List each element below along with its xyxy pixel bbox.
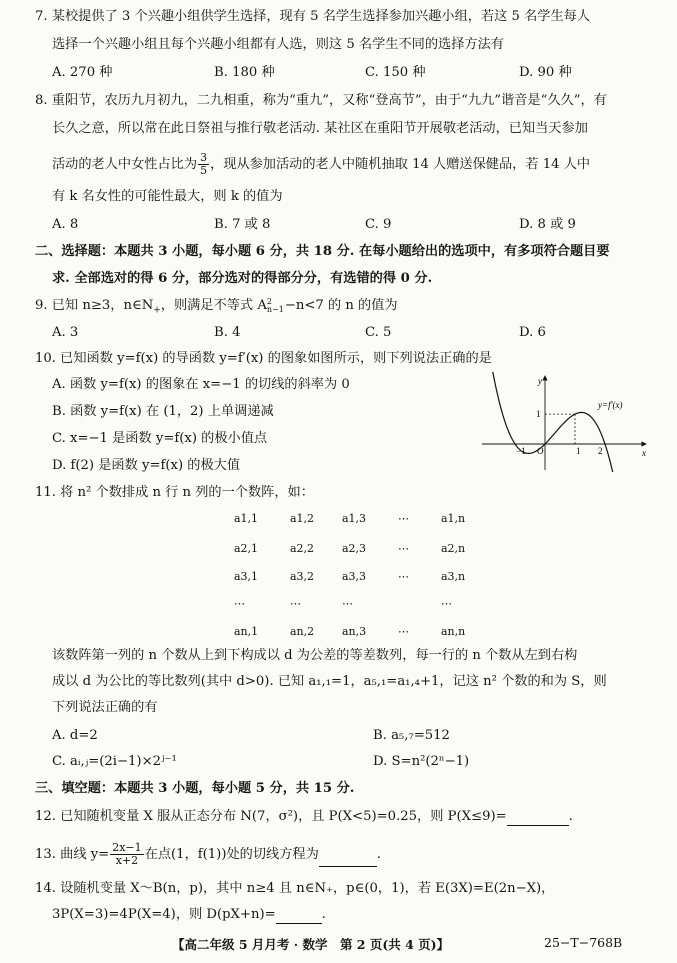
q13-stem: 13. 曲线 y= $\frac{2x-1}{x+2}$ 在点(1，f(1))处的切线方程为 . (35, 841, 381, 867)
matrix-cell: a2,1 (234, 542, 259, 555)
q12-stem: 12. 已知随机变量 X 服从正态分布 N(7，σ²)，且 P(X<5)=0.25，则 P(X≤9)= . (35, 809, 573, 824)
q13-pre: 13. 曲线 y= (35, 847, 110, 862)
q9-post: −n<7 的 n 的值为 (284, 298, 398, 313)
matrix-cell: a1,1 (234, 512, 259, 525)
matrix-cell: an,2 (290, 625, 315, 638)
q9-pre: 9. 已知 n≥3，n∈N (35, 298, 154, 313)
matrix-cell: ⋯ (398, 625, 409, 638)
q10-stem: 10. 已知函数 y=f(x) 的导函数 y=f′(x) 的图象如图所示，则下列说法正确的是 (35, 351, 492, 366)
q9-option-d: D. 6 (519, 325, 546, 340)
q8-option-a: A. 8 (52, 217, 79, 232)
q11-desc2: 成以 d 为公比的等比数列(其中 d>0). 已知 a₁,₁=1，a₅,₁=a₁,₄+1，记这 n² 个数的和为 S，则 (52, 674, 607, 689)
section2-line1: 二、选择题：本题共 3 小题，每小题 6 分，共 18 分. 在每小题给出的选项中，有多项符合题目要 (35, 244, 610, 259)
q8-line1: 8. 重阳节，农历九月初九，二九相重，称为“重九”，又称“登高节”，由于“九九”谐音是“久久”，有 (35, 93, 607, 108)
matrix-cell: ⋯ (290, 597, 301, 610)
matrix-cell: a3,3 (342, 570, 367, 583)
q8-line3 (52, 152, 590, 177)
matrix-cell: a1,n (441, 512, 466, 525)
q8-fraction (198, 152, 209, 177)
tick-1: 1 (576, 446, 581, 456)
matrix-cell: a3,n (441, 570, 466, 583)
matrix-cell: ⋯ (342, 597, 353, 610)
derivative-curve (484, 372, 615, 472)
q7-line2: 选择一个兴趣小组且每个兴趣小组都有人选，则这 5 名学生不同的选择方法有 (52, 37, 504, 52)
q11-stem: 11. 将 n² 个数排成 n 行 n 列的一个数阵，如： (35, 485, 314, 500)
matrix-cell: an,n (441, 625, 466, 638)
q11-option-d: D. S=n²(2ⁿ−1) (373, 754, 470, 769)
matrix-cell: ⋯ (398, 570, 409, 583)
q9-sub-plus: + (153, 305, 161, 316)
q11-desc1: 该数阵第一列的 n 个数从上到下构成以 d 为公差的等差数列，每一行的 n 个数从左到右构 (52, 648, 578, 663)
curve-label: y=f′(x) (598, 400, 623, 410)
q14-line2-text: 3P(X=3)=4P(X=4)，则 D(pX+n)= (52, 907, 276, 922)
q9-mid: ，则满足不等式 A (160, 298, 267, 313)
tick-neg1: −1 (516, 446, 526, 456)
q14-line2: 3P(X=3)=4P(X=4)，则 D(pX+n)= . (52, 907, 326, 922)
q10-option-d: D. f(2) 是函数 y=f(x) 的极大值 (52, 458, 241, 473)
derivative-graph (478, 372, 650, 472)
matrix-cell: an,1 (234, 625, 259, 638)
matrix-cell: a2,n (441, 542, 466, 555)
q9-sup: 2 (266, 296, 272, 306)
q8-frac-num: 3 (200, 151, 208, 164)
footer-code: 25−T−768B (544, 935, 623, 950)
q7-option-b: B. 180 种 (214, 65, 275, 80)
page-footer: 【高二年级 5 月月考 · 数学 第 2 页(共 4 页)】 (172, 937, 450, 952)
q8-frac-den: 5 (200, 164, 208, 177)
tick-2: 2 (598, 446, 603, 456)
q10-option-a: A. 函数 y=f(x) 的图象在 x=−1 的切线的斜率为 0 (52, 377, 350, 392)
q13-answer-blank[interactable] (319, 852, 377, 867)
q14-line1: 14. 设随机变量 X～B(n，p)，其中 n≥4 且 n∈N₊，p∈(0，1)，若 E(3X)=E(2n−X)， (35, 881, 555, 896)
matrix-cell: ⋯ (441, 597, 452, 610)
q7-line1: 7. 某校提供了 3 个兴趣小组供学生选择，现有 5 名学生选择参加兴趣小组，若这 5 名学生每人 (35, 9, 591, 24)
matrix-cell: an,3 (342, 625, 367, 638)
q13-fraction (110, 842, 143, 867)
q11-option-c: C. aᵢ,ⱼ=(2i−1)×2ʲ⁻¹ (52, 754, 177, 769)
matrix-cell: a1,3 (342, 512, 367, 525)
q11-desc3: 下列说法正确的有 (52, 700, 158, 715)
q14-answer-blank[interactable] (276, 909, 322, 924)
q10-option-b: B. 函数 y=f(x) 在 (1，2) 上单调递减 (52, 404, 274, 419)
q8-line2: 长久之意，所以常在此日祭祖与推行敬老活动. 某社区在重阳节开展敬老活动，已知当天参加 (52, 121, 588, 136)
matrix-cell: a3,1 (234, 570, 259, 583)
matrix-cell: ⋯ (398, 542, 409, 555)
section3-line1: 三、填空题：本题共 3 小题，每小题 5 分，共 15 分. (35, 781, 355, 796)
q8-option-c: C. 9 (365, 217, 392, 232)
q9-sup-sub (267, 298, 284, 314)
q12-answer-blank[interactable] (507, 811, 569, 826)
y-tick-1: 1 (536, 409, 541, 419)
q9-option-a: A. 3 (52, 325, 79, 340)
matrix-cell: ⋯ (398, 512, 409, 525)
q7-option-a: A. 270 种 (52, 65, 113, 80)
q11-option-b: B. a₅,₇=512 (373, 728, 450, 743)
matrix-cell: a2,2 (290, 542, 315, 555)
q13-post: 在点(1，f(1))处的切线方程为 (144, 847, 319, 862)
q9-option-b: B. 4 (214, 325, 241, 340)
q10-option-c: C. x=−1 是函数 y=f(x) 的极小值点 (52, 431, 268, 446)
q8-line3-pre: 活动的老人中女性占比为 (52, 157, 198, 172)
q11-option-a: A. d=2 (52, 728, 98, 743)
origin-label: O (537, 446, 544, 456)
q13-frac-den: x+2 (115, 854, 139, 867)
q12-text: 12. 已知随机变量 X 服从正态分布 N(7，σ²)，且 P(X<5)=0.25，则 P(X≤9)= (35, 809, 507, 824)
x-axis-label: x (642, 448, 646, 458)
q9-option-c: C. 5 (365, 325, 392, 340)
q8-line4: 有 k 名女性的可能性最大，则 k 的值为 (52, 189, 283, 204)
q13-frac-num: 2x−1 (112, 841, 142, 854)
matrix-cell: ⋯ (234, 597, 245, 610)
q9-sub: n−1 (266, 304, 284, 314)
q8-option-d: D. 8 或 9 (519, 217, 576, 232)
matrix-cell: a1,2 (290, 512, 315, 525)
matrix-cell: a2,3 (342, 542, 367, 555)
q8-option-b: B. 7 或 8 (214, 217, 271, 232)
q7-option-c: C. 150 种 (365, 65, 426, 80)
q9-stem (35, 297, 398, 320)
q8-line3-post: ，现从参加活动的老人中随机抽取 14 人赠送保健品，若 14 人中 (210, 157, 591, 172)
q7-option-d: D. 90 种 (519, 65, 572, 80)
y-axis-label: y (538, 376, 542, 386)
matrix-cell: a3,2 (290, 570, 315, 583)
section2-line2: 求. 全部选对的得 6 分，部分选对的得部分分，有选错的得 0 分. (52, 271, 433, 286)
